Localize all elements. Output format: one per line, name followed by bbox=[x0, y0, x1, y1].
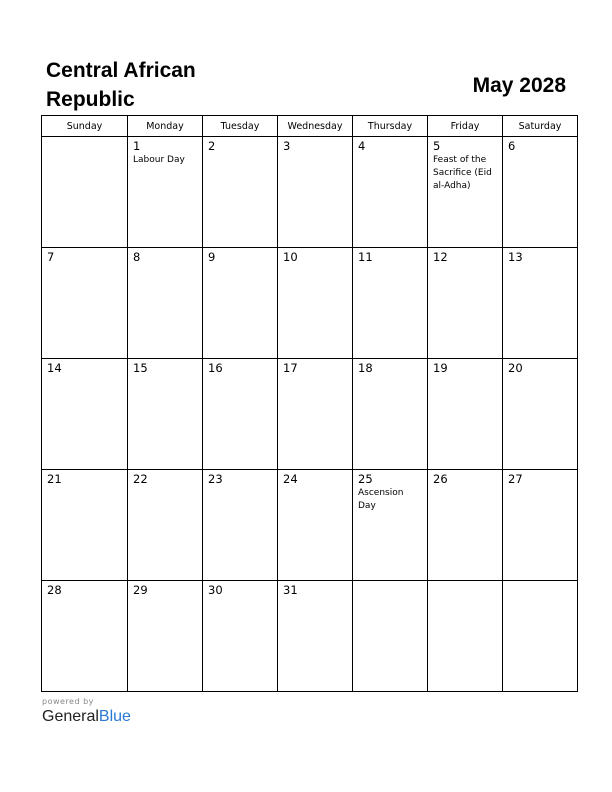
day-number: 28 bbox=[47, 583, 62, 597]
calendar-week-row bbox=[42, 470, 578, 581]
day-number: 23 bbox=[208, 472, 223, 486]
calendar-day-cell bbox=[353, 248, 428, 359]
calendar-grid bbox=[41, 115, 578, 692]
day-number: 24 bbox=[283, 472, 298, 486]
day-number: 5 bbox=[433, 139, 441, 153]
day-number: 2 bbox=[208, 139, 216, 153]
calendar-day-cell bbox=[503, 581, 578, 692]
day-number: 26 bbox=[433, 472, 448, 486]
weekday-sunday: Sunday bbox=[42, 116, 128, 137]
day-number: 7 bbox=[47, 250, 55, 264]
holiday-label: Labour Day bbox=[133, 155, 185, 165]
calendar-day-cell bbox=[42, 137, 128, 248]
day-number: 10 bbox=[283, 250, 298, 264]
calendar-day-cell bbox=[503, 137, 578, 248]
calendar-day-cell bbox=[503, 248, 578, 359]
day-number: 17 bbox=[283, 361, 298, 375]
calendar-day-cell bbox=[128, 359, 203, 470]
calendar-day-cell bbox=[203, 248, 278, 359]
brand-logo-blue: Blue bbox=[98, 708, 131, 725]
holiday-label: Feast of the Sacrifice (Eid al-Adha) bbox=[433, 155, 492, 191]
day-number: 9 bbox=[208, 250, 216, 264]
brand-logo-general: General bbox=[42, 708, 99, 725]
day-number: 15 bbox=[133, 361, 148, 375]
month-year-title: May 2028 bbox=[472, 74, 566, 97]
day-number: 20 bbox=[508, 361, 523, 375]
day-number: 8 bbox=[133, 250, 141, 264]
calendar-day-cell bbox=[278, 581, 353, 692]
calendar-day-cell bbox=[278, 470, 353, 581]
calendar-day-cell bbox=[428, 359, 503, 470]
day-number: 3 bbox=[283, 139, 291, 153]
calendar-day-cell bbox=[278, 248, 353, 359]
day-number: 13 bbox=[508, 250, 523, 264]
calendar-day-cell bbox=[353, 470, 428, 581]
calendar-day-cell bbox=[503, 359, 578, 470]
calendar-day-cell bbox=[42, 359, 128, 470]
calendar-day-cell bbox=[503, 470, 578, 581]
calendar-week-row bbox=[42, 581, 578, 692]
country-title: Central African Republic bbox=[46, 59, 196, 111]
calendar-day-cell bbox=[128, 248, 203, 359]
day-number: 11 bbox=[358, 250, 373, 264]
footer-branding bbox=[42, 697, 131, 727]
calendar-week-row bbox=[42, 137, 578, 248]
day-number: 16 bbox=[208, 361, 223, 375]
day-number: 1 bbox=[133, 139, 141, 153]
day-number: 22 bbox=[133, 472, 148, 486]
brand-logo bbox=[42, 707, 131, 727]
day-number: 18 bbox=[358, 361, 373, 375]
calendar-week-row bbox=[42, 248, 578, 359]
calendar-day-cell bbox=[203, 470, 278, 581]
calendar-day-cell bbox=[203, 359, 278, 470]
weekday-wednesday: Wednesday bbox=[278, 116, 353, 137]
day-number: 21 bbox=[47, 472, 62, 486]
day-number: 4 bbox=[358, 139, 366, 153]
calendar-day-cell bbox=[353, 359, 428, 470]
weekday-friday: Friday bbox=[428, 116, 503, 137]
weekday-header-row bbox=[42, 116, 578, 137]
calendar-day-cell bbox=[203, 137, 278, 248]
calendar-day-cell bbox=[42, 248, 128, 359]
powered-by-text: powered by bbox=[42, 697, 94, 706]
weekday-monday: Monday bbox=[128, 116, 203, 137]
calendar-day-cell bbox=[128, 581, 203, 692]
calendar-day-cell bbox=[278, 137, 353, 248]
calendar-day-cell bbox=[42, 470, 128, 581]
weekday-thursday: Thursday bbox=[353, 116, 428, 137]
calendar-day-cell bbox=[128, 137, 203, 248]
day-number: 31 bbox=[283, 583, 298, 597]
day-number: 25 bbox=[358, 472, 373, 486]
day-number: 6 bbox=[508, 139, 516, 153]
weekday-saturday: Saturday bbox=[503, 116, 578, 137]
day-number: 14 bbox=[47, 361, 62, 375]
holiday-label: Ascension Day bbox=[358, 488, 404, 511]
calendar-day-cell bbox=[428, 248, 503, 359]
calendar-day-cell bbox=[428, 470, 503, 581]
calendar-day-cell bbox=[42, 581, 128, 692]
day-number: 19 bbox=[433, 361, 448, 375]
calendar-day-cell bbox=[353, 581, 428, 692]
day-number: 29 bbox=[133, 583, 148, 597]
day-number: 27 bbox=[508, 472, 523, 486]
calendar-day-cell bbox=[278, 359, 353, 470]
day-number: 30 bbox=[208, 583, 223, 597]
day-number: 12 bbox=[433, 250, 448, 264]
calendar-day-cell bbox=[353, 137, 428, 248]
calendar-day-cell bbox=[203, 581, 278, 692]
calendar-day-cell bbox=[128, 470, 203, 581]
weekday-tuesday: Tuesday bbox=[203, 116, 278, 137]
calendar-day-cell bbox=[428, 581, 503, 692]
calendar-week-row bbox=[42, 359, 578, 470]
calendar-day-cell bbox=[428, 137, 503, 248]
